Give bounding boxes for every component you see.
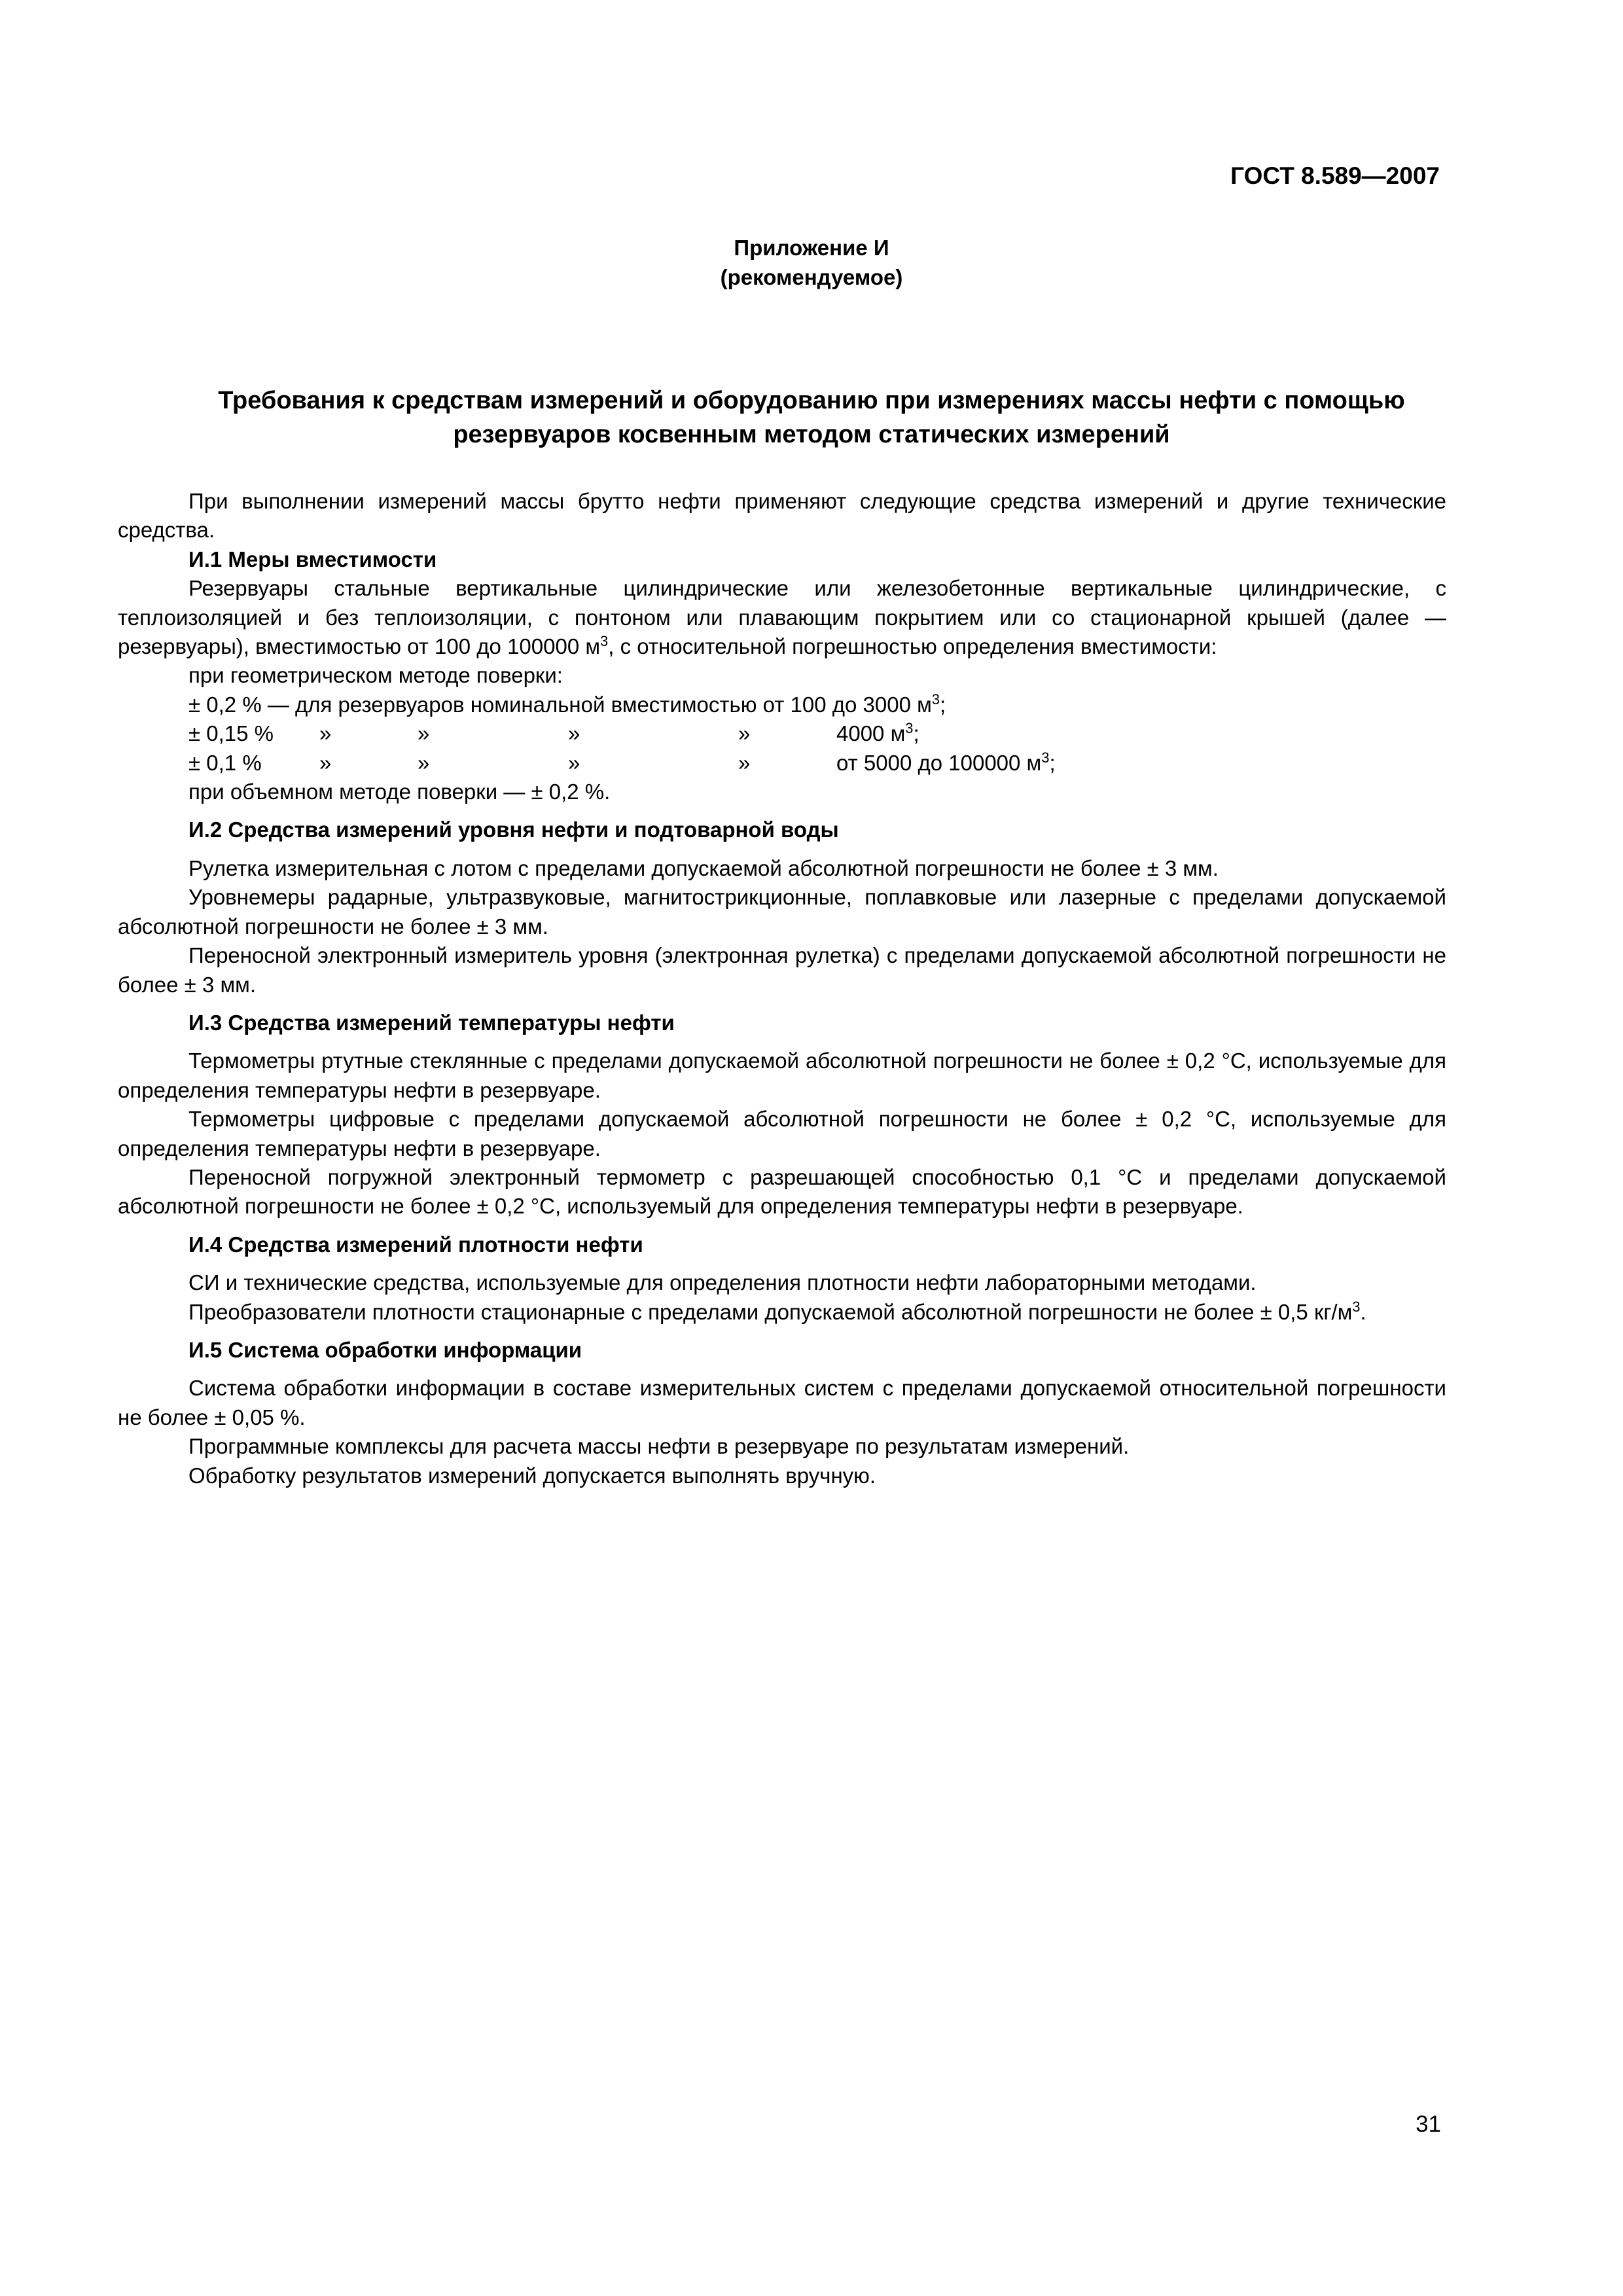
ditto-mark: » (418, 750, 430, 775)
paragraph-volumetric-method: при объемном методе поверки — ± 0,2 %. (188, 780, 611, 804)
capacity-cell: от 5000 до 100000 $м^3$; (836, 749, 1056, 775)
document-title (111, 384, 1512, 452)
paragraph-tape: Рулетка измерительная с лотом с пределами допускаемой абсолютной погрешности не более ± 3 мм. (188, 855, 1219, 880)
intro-paragraph: При выполнении измерений массы брутто нефти применяют следующие средства измерений и другие технические средства. (118, 489, 1446, 543)
ditto-mark: » (568, 721, 580, 746)
tolerance-row (188, 749, 1056, 778)
ditto-mark: » (319, 721, 332, 746)
paragraph-portable-thermometer: Переносной погружной электронный термометр с разрешающей способностью 0,1 °С и пределами допускаемой абсолютной погрешности не более ± 0,2 °С, используемый для определения температуры нефти в резервуаре. (118, 1164, 1446, 1219)
paragraph-manual-processing: Обработку результатов измерений допускается выполнять вручную. (188, 1463, 876, 1488)
title-line-2: резервуаров косвенным методом статических измерений (453, 421, 1170, 448)
tolerance-table (188, 719, 1056, 778)
paragraph-portable-level: Переносной электронный измеритель уровня (электронная рулетка) с пределами допускаемой абсолютной погрешности не более ± 3 мм. (118, 943, 1446, 997)
paragraph-digital-thermometers: Термометры цифровые с пределами допускаемой абсолютной погрешности не более ± 0,2 °С, используемые для определения температуры нефти в резервуаре. (118, 1107, 1446, 1160)
paragraph-density-transducers: Преобразователи плотности стационарные с пределами допускаемой абсолютной погрешности не более ± 0,5 $кг/м^3$. (188, 1298, 1366, 1324)
paragraph-level-gauges: Уровнемеры радарные, ультразвуковые, магнитострикционные, поплавковые или лазерные с пределами допускаемой абсолютной погрешности не более ± 3 мм. (118, 885, 1446, 939)
section-heading-i1: И.1 Меры вместимости (188, 547, 437, 571)
annex-label: Приложение И (734, 236, 889, 260)
ditto-mark: » (568, 750, 580, 775)
document-body (118, 487, 1446, 1490)
paragraph-software: Программные комплексы для расчета массы нефти в резервуаре по результатам измерений. (188, 1434, 1130, 1459)
annex-status: (рекомендуемое) (720, 265, 903, 289)
section-heading-i2: И.2 Средства измерений уровня нефти и подтоварной воды (188, 817, 839, 842)
tolerance-row (188, 719, 1056, 748)
ditto-mark: » (319, 750, 332, 775)
paragraph-geometric-method: при геометрическом методе поверки: (188, 663, 563, 688)
section-heading-i4: И.4 Средства измерений плотности нефти (188, 1232, 643, 1257)
standard-number: ГОСТ 8.589—2007 (1230, 162, 1440, 189)
section-heading-i5: И.5 Система обработки информации (188, 1337, 582, 1362)
ditto-mark: » (738, 721, 751, 746)
capacity-cell: 4000 $м^3$; (836, 720, 919, 746)
ditto-mark: » (738, 750, 751, 775)
paragraph-tanks: Резервуары стальные вертикальные цилиндрические или железобетонные вертикальные цилиндрические, с теплоизоляцией и без теплоизоляции, с понтоном или плавающим покрытием или со стационарной крышей (далее — резервуары), вместимостью от 100 до 100000 $м^3$, с относительной погрешностью определения вместимости: (118, 576, 1446, 659)
tolerance-cell: ± 0,15 % (188, 721, 274, 746)
paragraph-mercury-thermometers: Термометры ртутные стеклянные с пределами допускаемой абсолютной погрешности не более ± 0,2 °С, используемые для определения температуры нефти в резервуаре. (118, 1049, 1446, 1102)
tolerance-cell: ± 0,1 % (188, 750, 262, 775)
paragraph-lab-density: СИ и технические средства, используемые для определения плотности нефти лабораторными методами. (188, 1270, 1257, 1295)
ditto-mark: » (418, 721, 430, 746)
paragraph-tolerance-1: ± 0,2 % — для резервуаров номинальной вместимостью от 100 до 3000 $м^3$; (188, 691, 946, 717)
annex-heading (0, 233, 1623, 292)
section-heading-i3: И.3 Средства измерений температуры нефти (188, 1010, 675, 1035)
page-number: 31 (1416, 2111, 1441, 2137)
paragraph-processing-system: Система обработки информации в составе измерительных систем с пределами допускаемой относительной погрешности не более ± 0,05 %. (118, 1376, 1446, 1429)
title-line-1: Требования к средствам измерений и оборудованию при измерениях массы нефти с помощью (218, 387, 1405, 414)
